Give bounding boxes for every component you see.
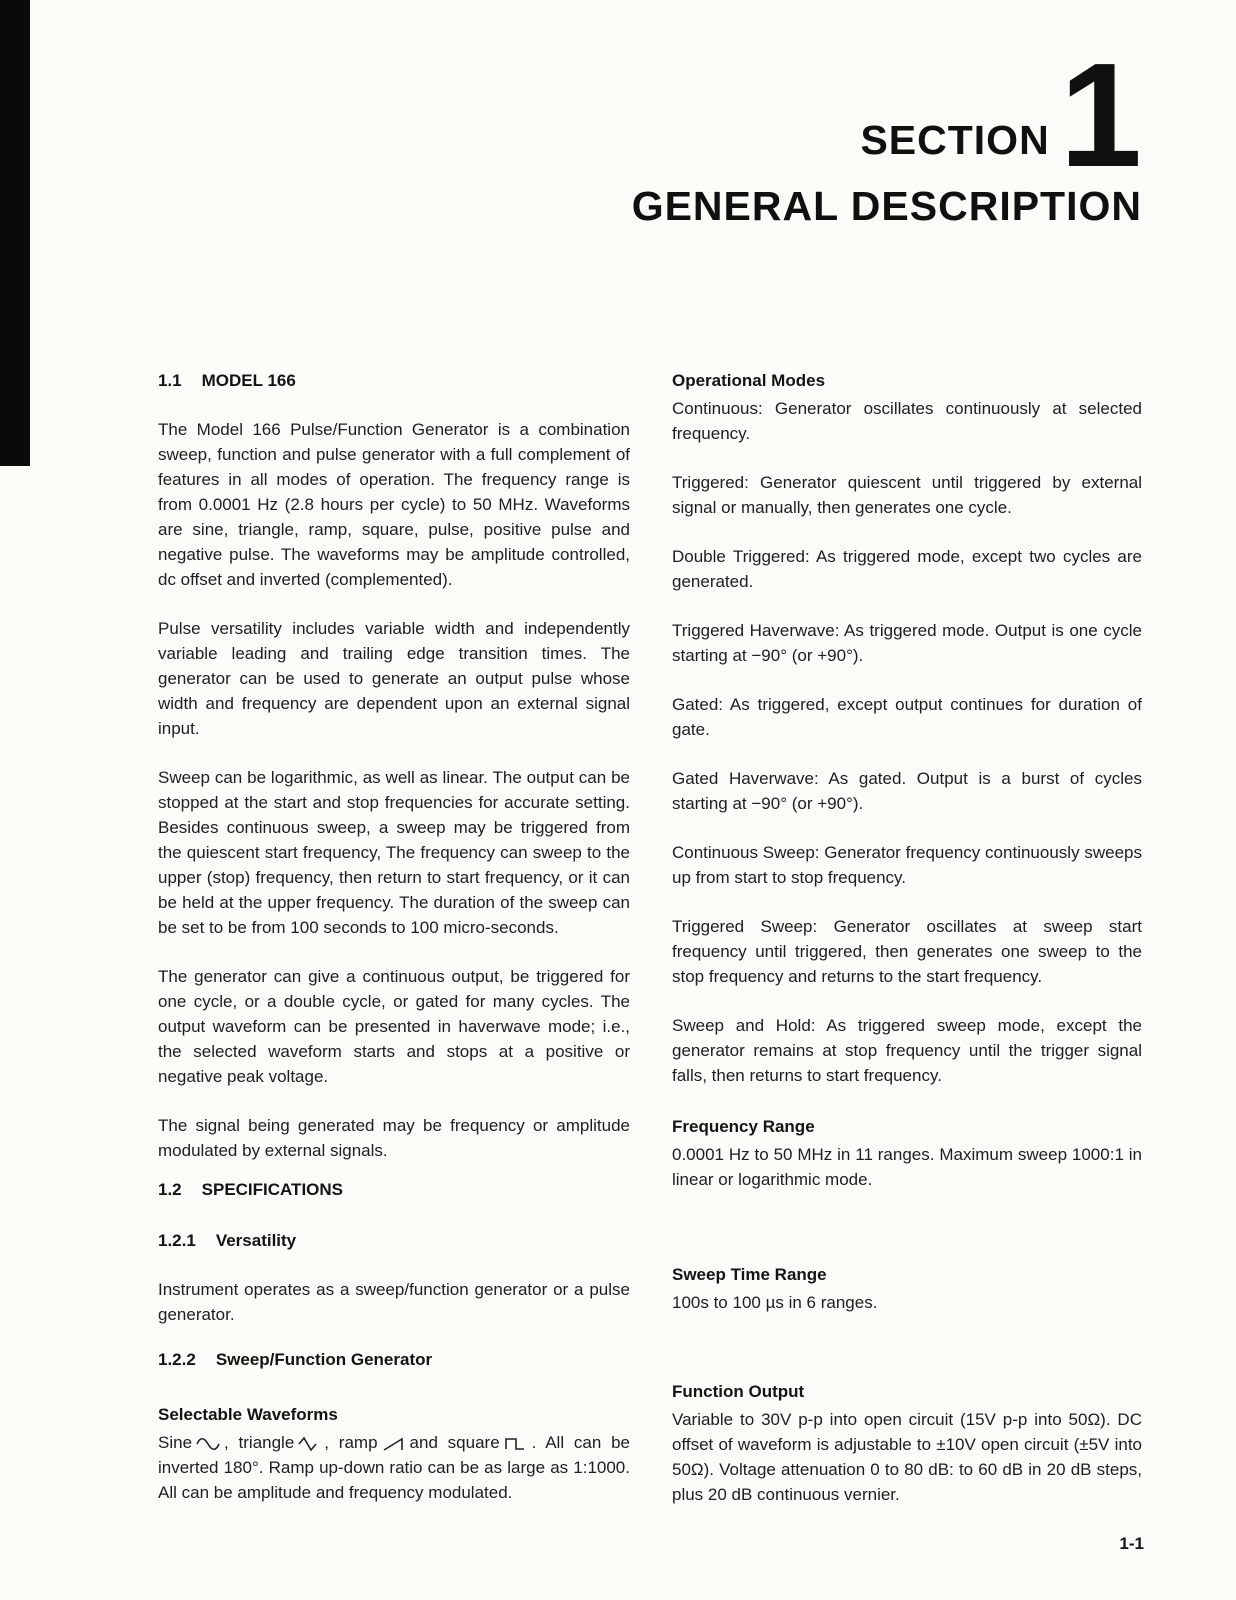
ramp-wave-icon bbox=[382, 1436, 406, 1452]
paragraph-frequency-range: 0.0001 Hz to 50 MHz in 11 ranges. Maximum sweep 1000:1 in linear or logarithmic mode. bbox=[672, 1145, 1142, 1189]
mode-gated: Gated: As triggered, except output continues for duration of gate. bbox=[672, 695, 1142, 739]
heading-sweep-time-range: Sweep Time Range bbox=[672, 1265, 827, 1284]
paragraph-modulation: The signal being generated may be frequency or amplitude modulated by external signals. bbox=[158, 1116, 630, 1160]
heading-1-2-2-title: Sweep/Function Generator bbox=[215, 1350, 433, 1369]
page-number: 1-1 bbox=[1119, 1534, 1144, 1553]
triangle-label: , triangle bbox=[224, 1433, 295, 1452]
triangle-wave-icon bbox=[298, 1436, 320, 1452]
heading-frequency-range: Frequency Range bbox=[672, 1117, 815, 1136]
right-column bbox=[672, 368, 1142, 1531]
heading-1-2-title: SPECIFICATIONS bbox=[201, 1180, 344, 1199]
mode-gated-haverwave: Gated Haverwave: As gated. Output is a burst of cycles starting at −90° (or +90°). bbox=[672, 769, 1142, 813]
paragraph-pulse-versatility: Pulse versatility includes variable width and independently variable leading and trailing edge transition times. The generator can be used to generate an output pulse whose width and frequency are dependent upon an external signal input. bbox=[158, 619, 630, 738]
section-label: SECTION bbox=[860, 117, 1050, 163]
paragraph-sweep-time-range: 100s to 100 µs in 6 ranges. bbox=[672, 1293, 878, 1312]
mode-continuous: Continuous: Generator oscillates continuously at selected frequency. bbox=[672, 399, 1142, 443]
left-column bbox=[158, 368, 630, 1529]
heading-1-2-number: 1.2 bbox=[158, 1180, 182, 1199]
square-wave-icon bbox=[504, 1436, 528, 1452]
paragraph-sweep: Sweep can be logarithmic, as well as linear. The output can be stopped at the start and stop frequencies for accurate setting. Besides continuous sweep, a sweep may be triggered from the quiescent start frequency, The frequency can sweep to the upper (stop) frequency, then return to start frequency, or it can be held at the upper frequency. The duration of the sweep can be set to be from 100 seconds to 100 micro-seconds. bbox=[158, 768, 630, 937]
square-label: and square bbox=[409, 1433, 500, 1452]
paragraph-output-modes: The generator can give a continuous output, be triggered for one cycle, or a double cycle, or gated for many cycles. The output waveform can be presented in haverwave mode; i.e., the selected waveform starts and stops at a positive or negative peak voltage. bbox=[158, 967, 630, 1086]
paragraph-model-overview: The Model 166 Pulse/Function Generator is a combination sweep, function and pulse generator with a full complement of features in all modes of operation. The frequency range is from 0.0001 Hz (2.8 hours per cycle) to 50 MHz. Waveforms are sine, triangle, ramp, square, pulse, positive pulse and negative pulse. The waveforms may be amplitude controlled, dc offset and inverted (complemented). bbox=[158, 420, 630, 589]
heading-selectable-waveforms: Selectable Waveforms bbox=[158, 1405, 338, 1424]
mode-continuous-sweep: Continuous Sweep: Generator frequency continuously sweeps up from start to stop frequency. bbox=[672, 843, 1142, 887]
heading-operational-modes: Operational Modes bbox=[672, 371, 826, 390]
sine-wave-icon bbox=[196, 1436, 220, 1452]
heading-1-1-title: MODEL 166 bbox=[201, 371, 296, 390]
heading-1-2 bbox=[158, 1177, 630, 1202]
heading-function-output: Function Output bbox=[672, 1382, 805, 1401]
paragraph-function-output: Variable to 30V p-p into open circuit (15V p-p into 50Ω). DC offset of waveform is adjustable to ±10V open circuit (±5V into 50Ω). Voltage attenuation 0 to 80 dB: to 60 dB in 20 dB steps, plus 20 dB continuous vernier. bbox=[672, 1410, 1142, 1504]
ramp-label: , ramp bbox=[324, 1433, 378, 1452]
scan-artifact-bar bbox=[0, 0, 30, 466]
mode-triggered-sweep: Triggered Sweep: Generator oscillates at sweep start frequency until triggered, then generates one sweep to the stop frequency and returns to the start frequency. bbox=[672, 917, 1142, 986]
section-title: GENERAL DESCRIPTION bbox=[631, 183, 1142, 230]
paragraph-versatility: Instrument operates as a sweep/function generator or a pulse generator. bbox=[158, 1280, 630, 1324]
mode-double-triggered: Double Triggered: As triggered mode, except two cycles are generated. bbox=[672, 547, 1142, 591]
heading-1-1-number: 1.1 bbox=[158, 371, 182, 390]
section-header-line bbox=[632, 33, 1142, 198]
heading-1-2-1-title: Versatility bbox=[215, 1231, 297, 1250]
section-header bbox=[631, 33, 1142, 230]
heading-1-2-1 bbox=[158, 1228, 630, 1253]
waveforms-rest-text: . All can be inverted 180°. Ramp up-down ratio can be as large as 1:1000. All can be amplitude and frequency modulated. bbox=[158, 1433, 630, 1502]
mode-triggered-haverwave: Triggered Haverwave: As triggered mode. Output is one cycle starting at −90° (or +90°). bbox=[672, 621, 1142, 665]
mode-triggered: Triggered: Generator quiescent until triggered by external signal or manually, then generates one cycle. bbox=[672, 473, 1142, 517]
paragraph-selectable-waveforms bbox=[158, 1430, 630, 1505]
sine-label: Sine bbox=[158, 1433, 193, 1452]
heading-1-2-1-number: 1.2.1 bbox=[158, 1231, 196, 1250]
heading-1-1 bbox=[158, 368, 630, 393]
mode-sweep-and-hold: Sweep and Hold: As triggered sweep mode, except the generator remains at stop frequency until the trigger signal falls, then returns to start frequency. bbox=[672, 1016, 1142, 1085]
heading-1-2-2 bbox=[158, 1347, 630, 1372]
section-number: 1 bbox=[1059, 33, 1142, 198]
heading-1-2-2-number: 1.2.2 bbox=[158, 1350, 196, 1369]
